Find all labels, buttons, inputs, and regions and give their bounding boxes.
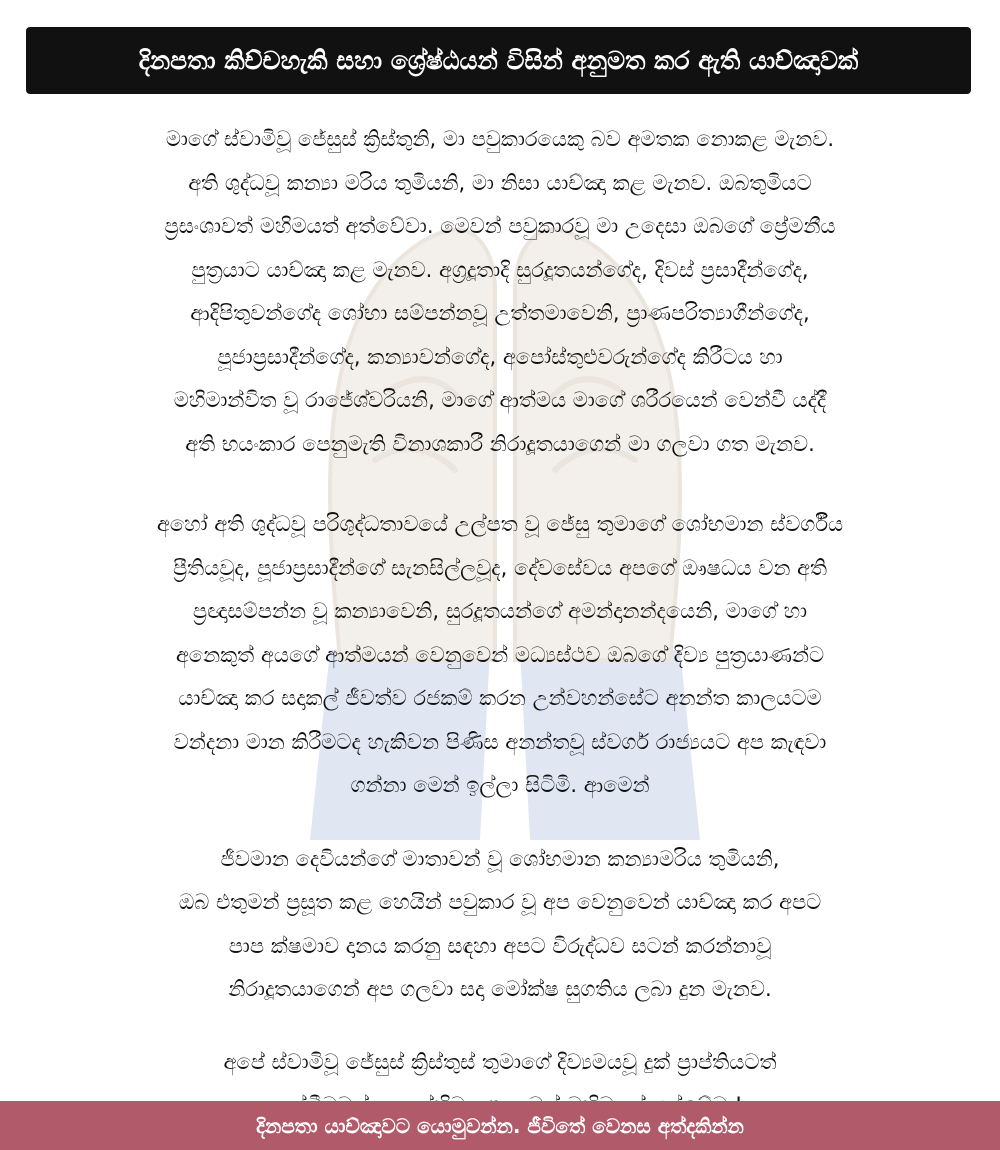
prayer-line: මහිමාන්විත වූ රාජේශ්වරියනි, මාගේ ආත්මය මාගේ ශරීරයෙන් වෙන්වී යද්දී [173, 388, 827, 412]
prayer-line: පුත්‍රයාට යාච්ඤා කළ මැනව. අග්‍රදූතාදි සුරදූතයන්ගේද, දිවස් ප්‍රසාදීන්ගේද, [191, 257, 809, 282]
prayer-line: ප්‍රීතියවූද, පූජාප්‍රසාදීන්ගේ සැනසිල්ලවූද, දේවසේවය අපගේ ඖෂධය වන අති [172, 555, 828, 580]
prayer-line: ප්‍රසංශාවත් මහිමයත් අත්වේවා. මෙවන් පවුකාරවූ මා උදෙසා ඔබගේ ප්‍රේමනීය [164, 214, 836, 238]
prayer-line: පාප ක්ෂමාව දානය කරනු සඳහා අපට විරුද්ධව සටන් කරන්නාවූ [228, 933, 772, 958]
prayer-paragraph [30, 838, 970, 1012]
prayer-line: අනෙකුත් අයගේ ආත්මයන් වෙනුවෙන් මධ්‍යස්ථව ඔබගේ දිව්‍ය පුත්‍රයාණන්ට [175, 642, 825, 667]
footer-bar [0, 1101, 1000, 1150]
prayer-paragraph [30, 118, 970, 466]
prayer-line: අති භයංකාර පෙනුමැති විනාශකාරී නිරාදූතයාගෙන් මා ගලවා ගත මැනව. [185, 431, 815, 456]
prayer-paragraph [30, 503, 970, 808]
title-bar [26, 27, 971, 94]
prayer-line: ඔබ එතුමන් ප්‍රසූත කළ හෙයින් පවුකාර වූ අප වෙනුවෙන් යාච්ඤා කර අපට [178, 890, 822, 914]
prayer-line: ප්‍රඥාසම්පන්න වූ කන්‍යාවෙනි, සුරදූතයන්ගේ අමන්දානන්දයෙනි, මාගේ හා [192, 599, 808, 623]
prayer-line: අපේ ස්වාමිවූ ජේසුස් ක්‍රිස්තුස් තුමාගේ දිව්‍යමයවූ දුක් ප්‍රාප්තියටත් [223, 1049, 777, 1074]
prayer-text [30, 118, 970, 1128]
prayer-line: පූජාප්‍රසාදීන්ගේද, කන්‍යාවන්ගේද, අපෝස්තුළුවරුන්ගේද කිරීටය හා [217, 344, 783, 369]
prayer-line: ආදිපිතුවන්ගේද ශෝභා සම්පන්නවූ උත්තමාවෙනි, ප්‍රාණපරිත්‍යාගීන්ගේද, [190, 301, 810, 325]
prayer-line: ජීවමාන දෙවියන්ගේ මාතාවන් වූ ශෝභමාන කන්‍යාමරිය තුමියනි, [220, 846, 780, 871]
footer-text: දිනපතා යාච්ඤාවට යොමුවන්න. ජීවිතේ වෙනස අත්දකින්න [256, 1113, 744, 1138]
prayer-line: අහෝ අති ශුද්ධවූ පරිශුද්ධතාවයේ උල්පත වූ ජේසු තුමාගේ ශෝභමාන ස්වර්ගීය [156, 512, 844, 536]
prayer-line: යාච්ඤා කර සදාකල් ජීවත්ව රජකම් කරන උන්වහන්සේට අනන්ත කාලයටම [178, 686, 822, 710]
prayer-line: වන්දනා මාන කිරීමටද හැකිවන පිණිස අනන්තවූ ස්වර්ග රාජ්‍යයට අප කැඳවා [173, 729, 827, 754]
prayer-line: මාගේ ස්වාමිවූ ජේසුස් ක්‍රිස්තුනි, මා පවුකාරයෙකු බව අමතක නොකළ මැනව. [165, 127, 835, 151]
prayer-line: අති ශුද්ධවූ කන්‍යා මරිය තුමියනි, මා නිසා යාච්ඤා කළ මැනව. ඔබතුමියට [188, 170, 812, 195]
prayer-line: ගන්නා මෙන් ඉල්ලා සිටිමි. ආමෙන් [350, 773, 650, 797]
prayer-line: නිරාදූතයාගෙන් අප ගලවා සදා මෝක්ෂ සුගතිය ලබා දුන මැනව. [228, 977, 772, 1001]
page-title: දිනපතා කිච්චහැකි සහා ශ්‍රේෂ්ඨයන් විසින් අනුමත කර ඇති යාච්ඤාවක් [138, 45, 859, 75]
